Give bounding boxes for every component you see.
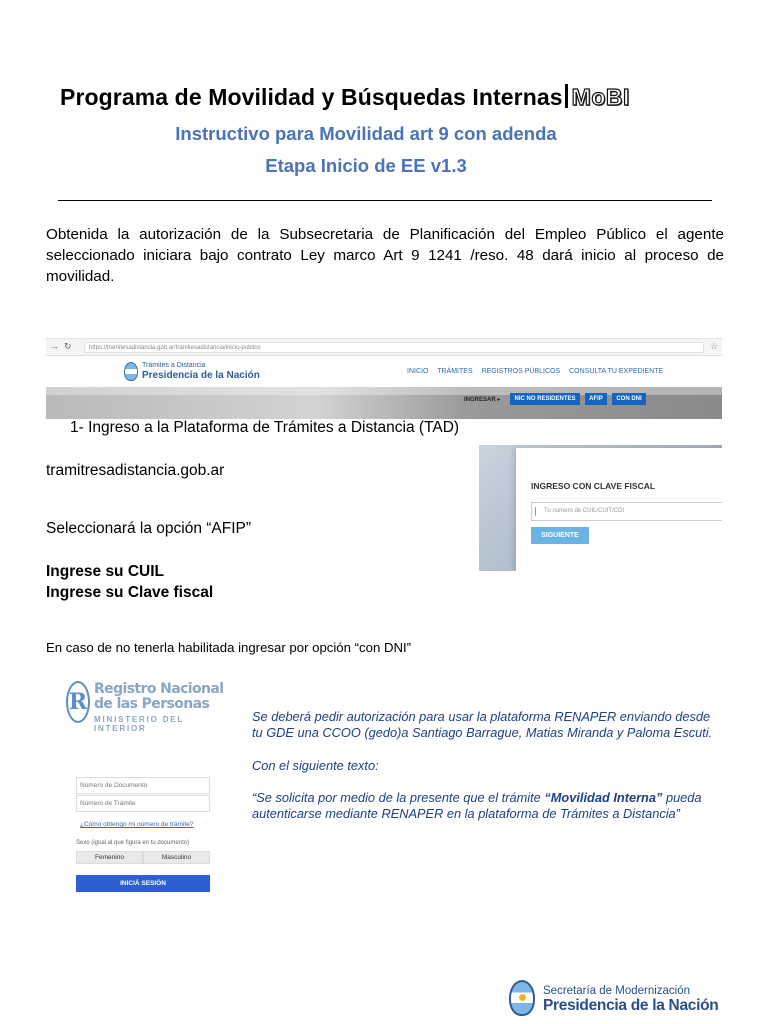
title-separator	[565, 84, 568, 108]
afip-login-panel	[516, 448, 722, 571]
footer-presidencia: Presidencia de la Nación	[543, 997, 719, 1014]
renaper-logo-icon	[66, 681, 90, 723]
tramite-input: Número de Trámite	[76, 795, 210, 812]
browser-toolbar	[46, 339, 722, 356]
tad-nav	[407, 368, 670, 375]
sun-icon	[519, 994, 526, 1001]
sexo-label: Sexo (igual al que figura en tu documento)	[76, 840, 190, 846]
tad-brand-small: Trámites a Distancia	[142, 362, 206, 369]
afip-panel-title: INGRESO CON CLAVE FISCAL	[531, 481, 656, 491]
mobi-logo: MoBI	[571, 84, 630, 110]
document-stage: Etapa Inicio de EE v1.3	[265, 155, 467, 176]
argentina-emblem-icon	[124, 362, 138, 381]
afip-screenshot	[479, 445, 722, 571]
quote-post: pueda autenticarse mediante RENAPER en la plataforma de Trámites a Distancia”	[252, 790, 702, 821]
tad-site-header	[46, 357, 722, 387]
quote-note	[252, 790, 724, 822]
title-text: Programa de Movilidad y Búsquedas Internas	[60, 84, 563, 110]
dni-note: En caso de no tenerla habilitada ingresar por opción “con DNI”	[46, 640, 412, 655]
address-bar: https://tramitesadistancia.gob.ar/tramitesadistancia/inicio-publico	[84, 342, 704, 353]
select-afip-text: Seleccionará la opción “AFIP”	[46, 520, 252, 537]
site-url: tramitresadistancia.gob.ar	[46, 462, 225, 479]
step-1-heading: 1- Ingreso a la Plataforma de Trámites a Distancia (TAD)	[70, 419, 460, 436]
tad-brand-big: Presidencia de la Nación	[142, 370, 260, 381]
iniciar-sesion-button: INICIÁ SESIÓN	[76, 875, 210, 892]
cuil-placeholder: Tu numero de CUIL/CUIT/CDI	[544, 508, 625, 514]
renaper-authorization-note: Se deberá pedir autorización para usar la plataforma RENAPER enviando desde tu GDE una CCOO (gedo)a Santiago Barrague, Matias Miranda y Paloma Escuti.	[252, 709, 713, 740]
renaper-name-line-2: de las Personas	[94, 696, 210, 712]
renaper-logo-letter: R	[68, 689, 88, 715]
header-divider	[58, 200, 712, 201]
documento-input: Número de Documento	[76, 777, 210, 794]
tad-screenshot	[46, 338, 722, 419]
cuil-instruction: Ingrese su CUIL	[46, 563, 164, 580]
bookmark-star-icon: ☆	[710, 341, 719, 351]
afip-button: AFIP	[585, 393, 607, 405]
femenino-button: Femenino	[76, 851, 143, 864]
tad-nav-consulta: CONSULTA TU EXPEDIENTE	[569, 368, 664, 375]
renaper-name-line-1: Registro Nacional	[94, 681, 224, 697]
argentina-coat-of-arms-icon	[509, 980, 535, 1016]
cuil-input	[531, 502, 722, 521]
siguiente-button: SIGUIENTE	[531, 527, 589, 544]
intro-paragraph: Obtenida la autorización de la Subsecretaria de Planificación del Empleo Público el agente seleccionado iniciara bajo contrato Ley marco Art 9 1241 /reso. 48 dará inicio al proceso de movilidad.	[46, 226, 724, 285]
document-subtitle: Instructivo para Movilidad art 9 con adenda	[175, 123, 557, 144]
con-dni-button: CON DNI	[612, 393, 646, 405]
tad-nav-registros: REGISTROS PÚBLICOS	[481, 368, 561, 375]
quote-pre: “Se solicita por medio de la presente que el trámite	[252, 790, 545, 805]
tramite-help-link: ¿Cómo obtengo mi número de trámite?	[80, 821, 194, 828]
ingresar-label: INGRESAR ▸	[464, 397, 501, 403]
tad-nav-tramites: TRÁMITES	[437, 368, 473, 375]
masculino-button: Masculino	[143, 851, 210, 864]
nic-no-residentes-button: NIC NO RESIDENTES	[510, 393, 580, 405]
renaper-ministry: MINISTERIO DEL INTERIOR	[94, 715, 184, 733]
back-icon: →	[50, 341, 59, 351]
clave-instruction: Ingrese su Clave fiscal	[46, 584, 214, 601]
reload-icon: ↻	[64, 341, 72, 351]
tad-nav-inicio: INICIO	[407, 368, 429, 375]
con-texto-note: Con el siguiente texto:	[252, 758, 379, 773]
renaper-screenshot	[60, 672, 238, 894]
tad-hero	[46, 387, 722, 419]
cursor-icon	[535, 507, 541, 516]
footer-logo	[509, 978, 729, 1020]
footer-secretaria: Secretaría de Modernización	[543, 985, 691, 997]
quote-bold: “Movilidad Interna”	[544, 790, 663, 805]
document-title	[60, 84, 630, 111]
